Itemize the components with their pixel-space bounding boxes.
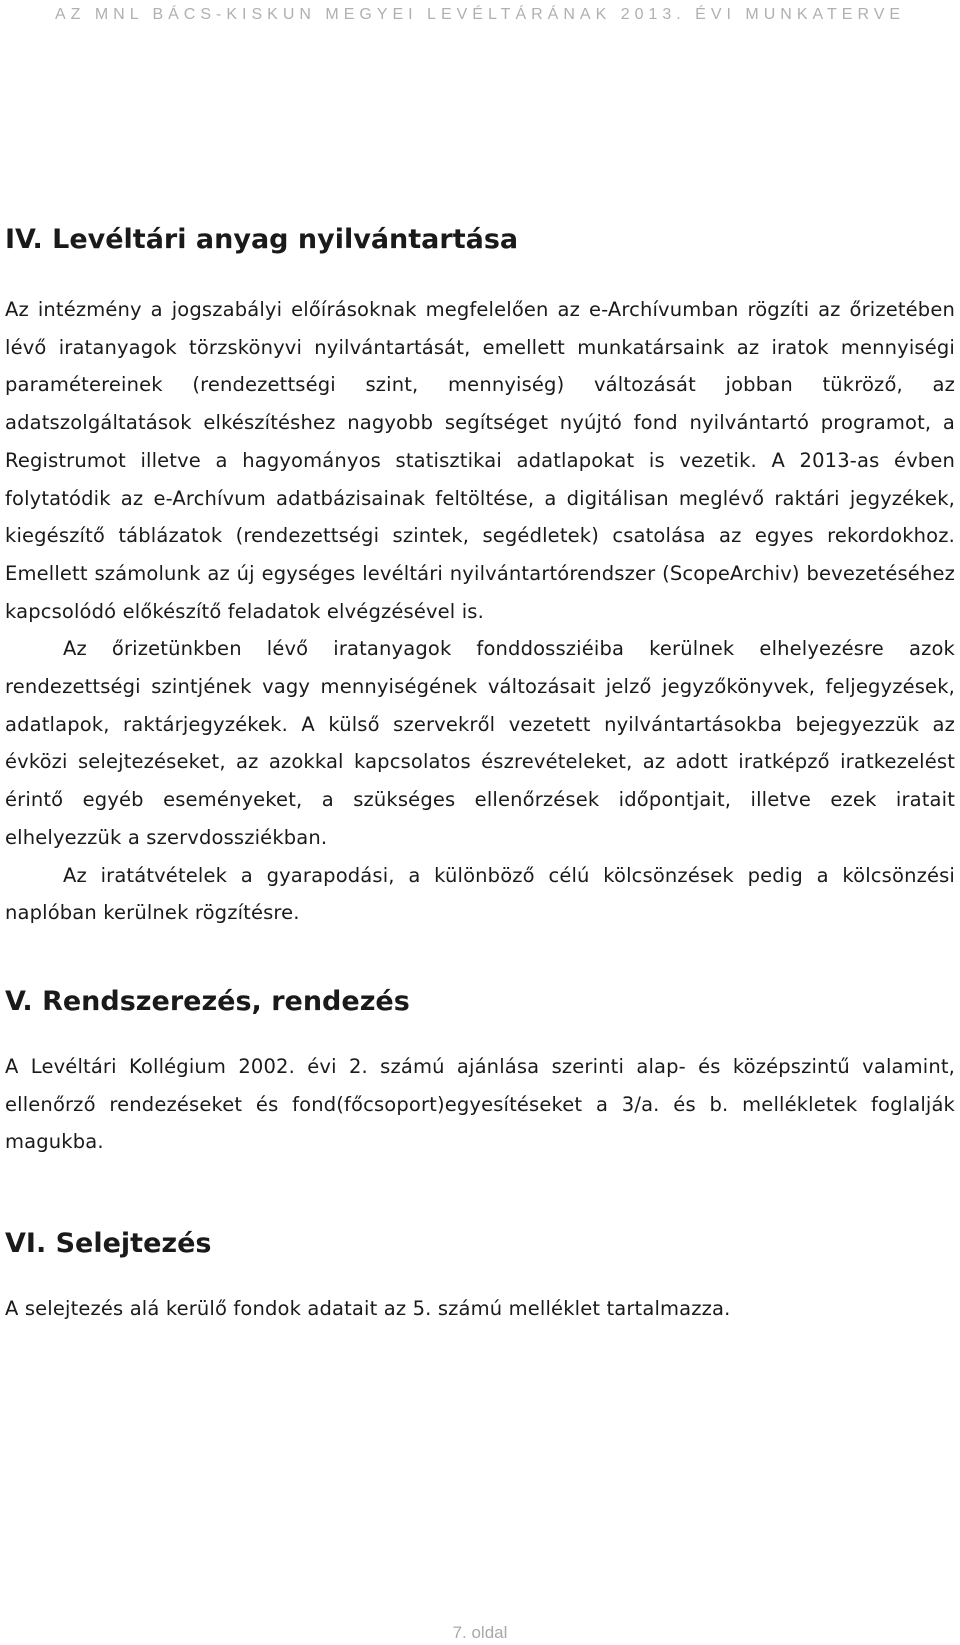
page-number: 7. oldal: [452, 1623, 508, 1642]
paragraph: A Levéltári Kollégium 2002. évi 2. számú ajánlása szerinti alap- és középszintű valamint, ellenőrző rendezéseket és fond(főcsoport)egyesítéseket a 3/a. és b. mellékletek foglalják magukba.: [5, 1054, 955, 1154]
document-body: [5, 222, 955, 1328]
paragraph: Az iratátvételek a gyarapodási, a különböző célú kölcsönzések pedig a kölcsönzési naplóban kerülnek rögzítésre.: [5, 863, 955, 925]
section-title-v: V. Rendszerezés, rendezés: [5, 985, 410, 1017]
section-title-iv: IV. Levéltári anyag nyilvántartása: [5, 224, 519, 255]
paragraph: A selejtezés alá kerülő fondok adatait az 5. számú melléklet tartalmazza.: [5, 1297, 731, 1321]
section-title-vi: VI. Selejtezés: [5, 1228, 212, 1260]
running-header: AZ MNL BÁCS-KISKUN MEGYEI LEVÉLTÁRÁNAK 2013. ÉVI MUNKATERVE: [54, 6, 906, 23]
paragraph: Az őrizetünkben lévő iratanyagok fonddossziéiba kerülnek elhelyezésre azok rendezettségi szintjének vagy mennyiségének változásait jelző jegyzőkönyvek, feljegyzések, adatlapok, raktárjegyzékek. A külső szervekről vezetett nyilvántartásokba bejegyezzük az évközi selejtezéseket, az azokkal kapcsolatos észrevételeket, az adott iratképző iratkezelést érintő egyéb eseményeket, a szükséges ellenőrzések időpontjait, illetve ezek iratait elhelyezzük a szervdossziékban.: [5, 637, 955, 849]
paragraph: Az intézmény a jogszabályi előírásoknak megfelelően az e-Archívumban rögzíti az őrizetében lévő iratanyagok törzskönyvi nyilvántartását, emellett munkatársaink az iratok mennyiségi paramétereinek (rendezettségi szint, mennyiség) változását jobban tükröző, az adatszolgáltatások elkészítéshez nagyobb segítséget nyújtó fond nyilvántartó programot, a Registrumot illetve a hagyományos statisztikai adatlapokat is vezetik. A 2013-as évben folytatódik az e-Archívum adatbázisainak feltöltése, a digitálisan meglévő raktári jegyzékek, kiegészítő táblázatok (rendezettségi szintek, segédletek) csatolása az egyes rekordokhoz. Emellett számolunk az új egységes levéltári nyilvántartórendszer (ScopeArchiv) bevezetéséhez kapcsolódó előkészítő feladatok elvégzésével is.: [5, 298, 955, 623]
